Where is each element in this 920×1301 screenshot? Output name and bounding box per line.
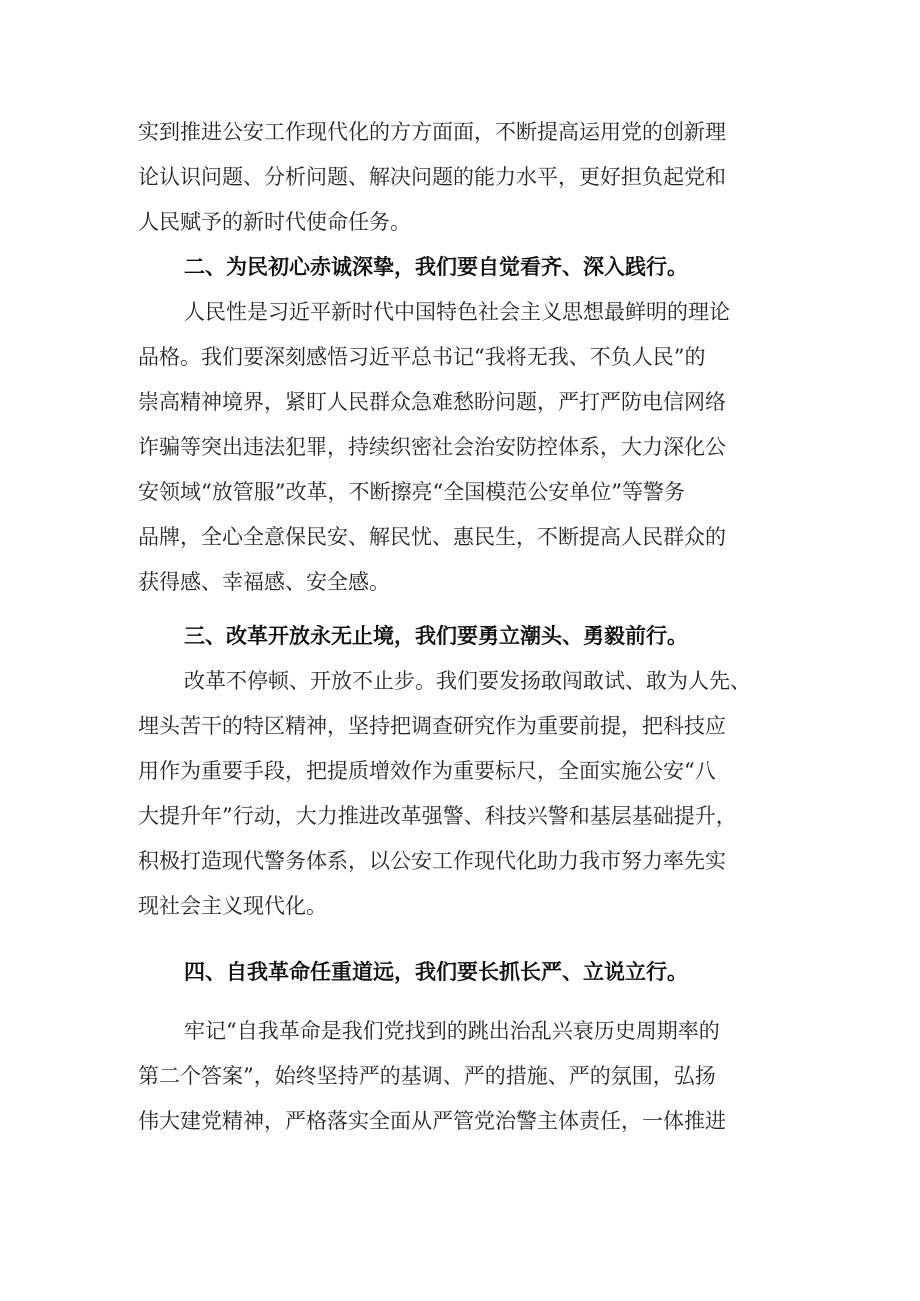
section-heading-4: 四、自我革命任重道远，我们要长抓长严、立说立行。 — [184, 960, 688, 984]
paragraph-line: 论认识问题、分析问题、解决问题的能力水平，更好担负起党和 — [138, 165, 726, 189]
paragraph-line: 现社会主义现代化。 — [138, 894, 327, 918]
paragraph-line: 人民性是习近平新时代中国特色社会主义思想最鲜明的理论 — [184, 300, 730, 324]
paragraph-line: 安领域“放管服”改革，不断擦亮“全国模范公安单位”等警务 — [138, 480, 685, 504]
paragraph-line: 人民赋予的新时代使命任务。 — [138, 210, 411, 234]
paragraph-line: 实到推进公安工作现代化的方方面面，不断提高运用党的创新理 — [138, 120, 726, 144]
paragraph-line: 改革不停顿、开放不止步。我们要发扬敢闯敢试、敢为人先、 — [184, 669, 751, 693]
paragraph-line: 诈骗等突出违法犯罪，持续织密社会治安防控体系，大力深化公 — [138, 435, 726, 459]
paragraph-line: 崇高精神境界，紧盯人民群众急难愁盼问题，严打严防电信网络 — [138, 390, 726, 414]
paragraph-line: 获得感、幸福感、安全感。 — [138, 570, 390, 594]
paragraph-line: 大提升年”行动，大力推进改革强警、科技兴警和基层基础提升， — [138, 804, 737, 828]
paragraph-line: 品牌，全心全意保民安、解民忧、惠民生，不断提高人民群众的 — [138, 525, 726, 549]
paragraph-line: 第二个答案”，始终坚持严的基调、严的措施、严的氛围，弘扬 — [138, 1064, 716, 1088]
paragraph-line: 用作为重要手段，把提质增效作为重要标尺，全面实施公安“八 — [138, 759, 716, 783]
paragraph-line: 积极打造现代警务体系，以公安工作现代化助力我市努力率先实 — [138, 849, 726, 873]
paragraph-line: 牢记“自我革命是我们党找到的跳出治乱兴衰历史周期率的 — [184, 1019, 720, 1043]
paragraph-line: 埋头苦干的特区精神，坚持把调查研究作为重要前提，把科技应 — [138, 714, 726, 738]
paragraph-line: 品格。我们要深刻感悟习近平总书记“我将无我、不负人民”的 — [138, 345, 706, 369]
paragraph-line: 伟大建党精神，严格落实全面从严管党治警主体责任，一体推进 — [138, 1109, 726, 1133]
section-heading-2: 二、为民初心赤诚深挚，我们要自觉看齐、深入践行。 — [184, 255, 688, 279]
section-heading-3: 三、改革开放永无止境，我们要勇立潮头、勇毅前行。 — [184, 624, 688, 648]
